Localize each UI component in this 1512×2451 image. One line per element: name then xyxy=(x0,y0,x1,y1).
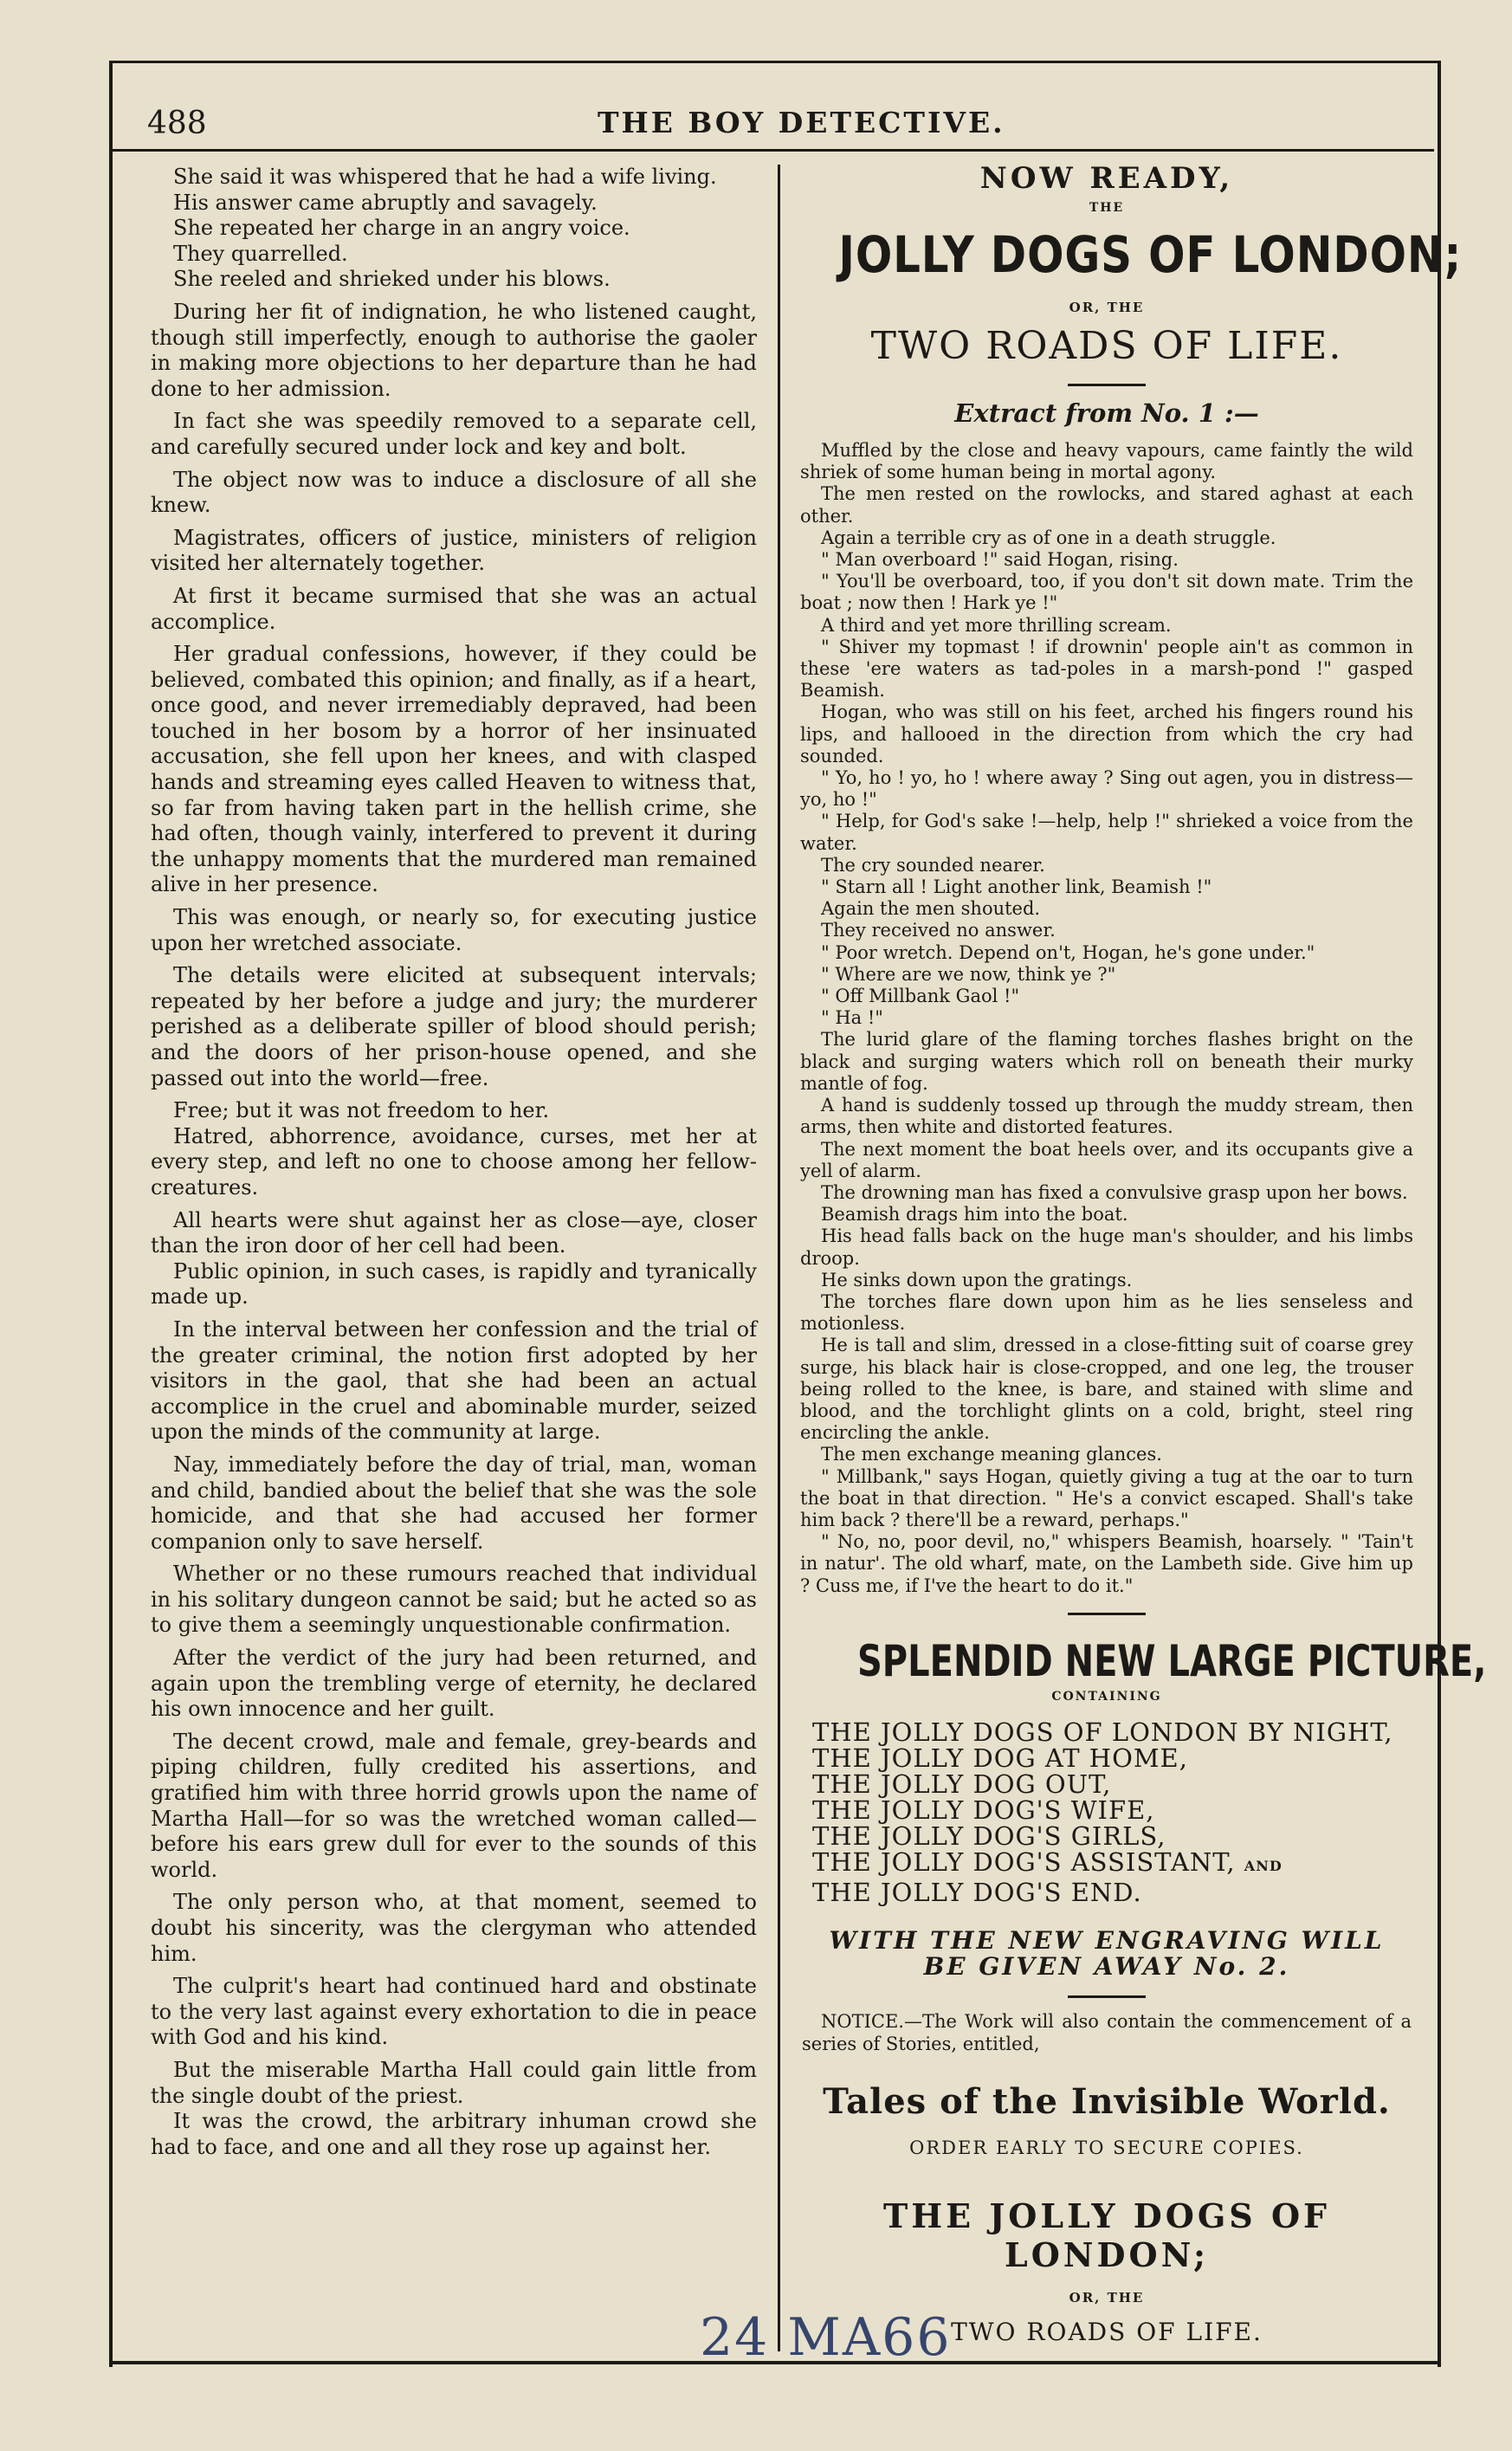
extract-line: The lurid glare of the flaming torches flashes bright on the black and surging waters which roll on beneath their murky mantle of fog. xyxy=(800,1029,1413,1094)
story-paragraph: During her fit of indignation, he who listened caught, though still imperfectly, enough to authorise the gaoler in making more objections to her departure than he had done to her admission. xyxy=(151,299,757,401)
story-paragraph: Public opinion, in such cases, is rapidly and tyranically made up. xyxy=(151,1258,757,1310)
story-paragraph: They quarrelled. xyxy=(173,241,348,266)
story-paragraph: The object now was to induce a disclosure of all she knew. xyxy=(151,467,757,518)
extract-line: The drowning man has fixed a convulsive grasp upon her bows. xyxy=(821,1181,1408,1203)
advertisement-column xyxy=(795,156,1487,2356)
story-paragraph: In the interval between her confession and the trial of the greater criminal, the notion first adopted by her visitors in the gaol, that she had been an actual accomplice in the cruel and abominable murder, seized upon the minds of the community at large. xyxy=(151,1316,757,1445)
bottom-or-the-label: OR, THE xyxy=(1069,2289,1145,2305)
extract-line: He sinks down upon the gratings. xyxy=(821,1269,1133,1290)
story-paragraph: After the verdict of the jury had been returned, and again upon the trembling verge of eternity, he declared his own innocence and her guilt. xyxy=(151,1646,757,1722)
header-rule xyxy=(111,149,1434,152)
story-paragraph: The decent crowd, male and female, grey-beards and piping children, fully credited his assertions, and gratified him with three horrid growls upon the name of Martha Hall—for so was the wretched woman called—before his ears grew dull for ever to the sounds of this world. xyxy=(151,1729,757,1882)
story-paragraph: The culprit's heart had continued hard and obstinate to the very last against every exhortation to die in peace with God and his kind. xyxy=(151,1974,757,2050)
divider xyxy=(1068,1613,1146,1615)
extract-line: " Millbank," says Hogan, quietly giving a tug at the oar to turn the boat in that direction. " He's a convict escaped. Shall's take him back ? there'll be a reward, perhaps." xyxy=(800,1465,1413,1530)
the-label: THE xyxy=(1089,201,1125,215)
tales-title: Tales of the Invisible World. xyxy=(823,2080,1391,2122)
story-paragraph: Hatred, abhorrence, avoidance, curses, met her at every step, and left no one to choose among her fellow-creatures. xyxy=(151,1123,757,1200)
picture-list xyxy=(812,1719,1418,1905)
story-paragraph: She said it was whispered that he had a wife living. xyxy=(173,165,717,189)
extract-line: Again the men shouted. xyxy=(821,898,1041,920)
picture-item: THE JOLLY DOG'S WIFE, xyxy=(812,1795,1155,1825)
extract-line: " Off Millbank Gaol !" xyxy=(821,986,1020,1007)
extract-line: Again a terrible cry as of one in a death struggle. xyxy=(821,527,1276,548)
bottom-title: THE JOLLY DOGS OF LONDON; xyxy=(882,2196,1331,2274)
story-paragraph: Whether or no these rumours reached that individual in his solitary dungeon cannot be said; but he acted so as to give them a seemingly unquestionable confirmation. xyxy=(151,1562,757,1638)
extract-line: They received no answer. xyxy=(821,920,1056,941)
extract-line: The men rested on the rowlocks, and stared aghast at each other. xyxy=(800,483,1413,527)
extract-line: " No, no, poor devil, no," whispers Beamish, hoarsely. " 'Tain't in natur'. The old wharf, mate, on the Lambeth side. Give him up ? Cuss me, if I've the heart to do it." xyxy=(800,1531,1413,1596)
picture-item: THE JOLLY DOG OUT, xyxy=(812,1769,1112,1799)
extract-line: " Ha !" xyxy=(821,1007,883,1029)
story-paragraph: In fact she was speedily removed to a separate cell, and carefully secured under lock and key and bolt. xyxy=(151,409,757,459)
story-paragraph: Free; but it was not freedom to her. xyxy=(173,1098,550,1123)
story-paragraph: All hearts were shut against her as close—aye, closer than the iron door of her cell had been. xyxy=(151,1207,757,1258)
picture-item: THE JOLLY DOGS OF LONDON BY NIGHT, xyxy=(812,1717,1393,1747)
extract-line: " Where are we now, think ye ?" xyxy=(821,963,1116,985)
extract-line: " You'll be overboard, too, if you don't sit down mate. Trim the boat ; now then ! Hark ye !" xyxy=(800,571,1413,614)
extract-line: The cry sounded nearer. xyxy=(821,854,1045,876)
extract-line: A hand is suddenly tossed up through the muddy stream, then arms, then white and distorted features. xyxy=(800,1095,1413,1138)
story-paragraph: But the miserable Martha Hall could gain little from the single doubt of the priest. xyxy=(151,2057,757,2108)
extract-line: Muffled by the close and heavy vapours, came faintly the wild shriek of some human being in mortal agony. xyxy=(800,440,1413,483)
notice-text: NOTICE.—The Work will also contain the commencement of a series of Stories, entitled, xyxy=(802,2010,1412,2054)
engraving-line: BE GIVEN AWAY No. 2. xyxy=(923,1951,1290,1981)
running-title: THE BOY DETECTIVE. xyxy=(598,106,1005,139)
story-paragraph: The details were elicited at subsequent intervals; repeated by her before a judge and jury; the murderer perished as a deliberate spiller of blood should perish; and the doors of her prison-house opened, and she passed out into the world—free. xyxy=(151,963,757,1090)
extract-line: " Help, for God's sake !—help, help !" shrieked a voice from the water. xyxy=(800,811,1413,854)
picture-item-row xyxy=(812,1846,1418,1879)
and-word: AND xyxy=(1244,1857,1283,1874)
page-number: 488 xyxy=(147,106,207,141)
story-paragraph: Her gradual confessions, however, if they could be believed, combated this opinion; and finally, as if a heart, once good, and never irremediably depraved, had been touched in her bosom by a horror of her insinuated accusation, she fell upon her knees, and with clasped hands and streaming eyes called Heaven to witness that, so far from having taken part in the hellish crime, she had often, though vainly, interfered to prevent it during the unhappy moments that the murdered man remained alive in her presence. xyxy=(151,642,757,897)
extract-line: " Poor wretch. Depend on't, Hogan, he's gone under." xyxy=(821,941,1315,963)
or-the-label: OR, THE xyxy=(1069,300,1145,315)
extract-line: " Starn all ! Light another link, Beamish !" xyxy=(821,876,1212,898)
story-paragraph: His answer came abruptly and savagely. xyxy=(173,190,598,215)
story-paragraph: This was enough, or nearly so, for executing justice upon her wretched associate. xyxy=(151,905,757,955)
extract-line: He is tall and slim, dressed in a close-fitting suit of coarse grey surge, his black hair is close-cropped, and one leg, the trouser being rolled to the knee, is bare, and stained with slime and blood, and the torchlight glints on a cold, bright, steel ring encircling the ankle. xyxy=(800,1335,1413,1444)
story-paragraph: It was the crowd, the arbitrary inhuman crowd she had to face, and one and all they rose up against her. xyxy=(151,2109,757,2159)
picture-item: THE JOLLY DOG'S ASSISTANT, xyxy=(812,1846,1236,1877)
now-ready-heading: NOW READY, xyxy=(979,161,1234,196)
story-paragraph: She repeated her charge in an angry voice. xyxy=(173,216,630,241)
story-paragraph: Magistrates, officers of justice, ministers of religion visited her alternately together. xyxy=(151,525,757,576)
column-divider xyxy=(778,165,780,2351)
main-title: JOLLY DOGS OF LONDON; xyxy=(838,225,1463,284)
extract-line: The torches flare down upon him as he lies senseless and motionless. xyxy=(800,1290,1413,1335)
extract-line: " Man overboard !" said Hogan, rising. xyxy=(821,549,1179,571)
bottom-subtitle: TWO ROADS OF LIFE. xyxy=(951,2317,1263,2346)
extract-line: Hogan, who was still on his feet, arched his fingers round his lips, and hallooed in the direction from which the cry had sounded. xyxy=(800,702,1413,766)
picture-item: THE JOLLY DOG'S END. xyxy=(812,1877,1142,1907)
divider xyxy=(1068,384,1146,386)
containing-label: CONTAINING xyxy=(1051,1689,1162,1704)
extract-line: The next moment the boat heels over, and its occupants give a yell of alarm. xyxy=(800,1138,1413,1181)
extract-line: " Yo, ho ! yo, ho ! where away ? Sing out agen, you in distress—yo, ho !" xyxy=(800,767,1413,811)
extract-line: Beamish drags him into the boat. xyxy=(821,1204,1128,1226)
story-paragraph: She reeled and shrieked under his blows. xyxy=(173,267,611,292)
picture-title: SPLENDID NEW LARGE PICTURE, xyxy=(857,1635,1487,1686)
subtitle: TWO ROADS OF LIFE. xyxy=(870,324,1343,368)
story-paragraph: The only person who, at that moment, seemed to doubt his sincerity, was the clergyman who attended him. xyxy=(151,1890,757,1966)
picture-item: THE JOLLY DOG'S GIRLS, xyxy=(812,1820,1166,1851)
story-column xyxy=(151,165,757,2338)
engraving-notice xyxy=(795,1925,1418,1981)
extract-heading: Extract from No. 1 :— xyxy=(954,398,1259,428)
divider xyxy=(1068,1995,1146,1998)
engraving-line: WITH THE NEW ENGRAVING WILL xyxy=(829,1925,1385,1955)
library-date-stamp: 24 MA66 xyxy=(700,2307,952,2368)
story-paragraph: At first it became surmised that she was an actual accomplice. xyxy=(151,583,757,634)
story-paragraph: Nay, immediately before the day of trial, man, woman and child, bandied about the belief that she was the sole homicide, and that she had accused her former companion only to save herself. xyxy=(151,1452,757,1554)
extract-line: His head falls back on the huge man's shoulder, and his limbs droop. xyxy=(800,1226,1413,1269)
picture-item: THE JOLLY DOG AT HOME, xyxy=(812,1743,1188,1773)
extract-line: A third and yet more thrilling scream. xyxy=(821,614,1172,636)
extract-text xyxy=(795,440,1418,1597)
extract-line: " Shiver my topmast ! if drownin' people ain't as common in these 'ere waters as tad-poles in a marsh-pond !" gasped Beamish. xyxy=(800,636,1413,702)
extract-line: The men exchange meaning glances. xyxy=(821,1444,1162,1465)
order-line: ORDER EARLY TO SECURE COPIES. xyxy=(909,2137,1304,2158)
